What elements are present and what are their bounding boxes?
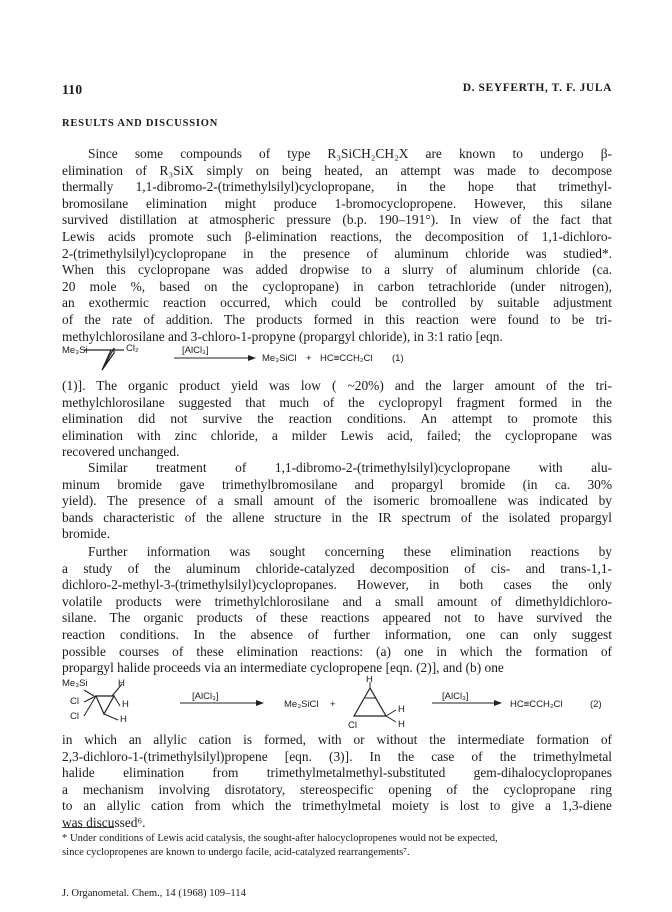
text-line: Further information was sought concerning these elimination reactions by — [88, 544, 612, 559]
eqn2-h-bottom: H — [120, 714, 127, 725]
text-line: of the rate of addition. The products formed in this reaction were found to be tri- — [62, 311, 612, 327]
paragraph-3 — [62, 460, 612, 543]
footnote-line: * Under conditions of Lewis acid catalysis, the sought-after halocyclopropenes would not be expected, — [62, 833, 498, 844]
eqn2-number: (2) — [590, 699, 602, 710]
paragraph-5 — [62, 732, 612, 832]
eqn2-plus: + — [330, 699, 336, 710]
paragraph-2 — [62, 378, 612, 461]
text-line: 2,3-dichloro-1-(trimethylsilyl)propene [eqn. (3)]. In the case of the trimethylmetal — [62, 748, 612, 764]
eqn2-h-top: H — [118, 678, 125, 689]
eqn2-reagent-2: [AlCl₃] — [442, 691, 469, 702]
text-line: thermally 1,1-dibromo-2-(trimethylsilyl)cyclopropane, in the hope that trimethyl- — [62, 179, 612, 195]
text-line: in which an allylic cation is formed, with or without the intermediate formation of — [62, 732, 612, 747]
text-line: bromide. — [62, 526, 110, 542]
text-line: to an allylic cation from which the trimethylmetal moiety is lost to give a 1,3-diene — [62, 798, 612, 814]
eqn2-h-right: H — [122, 699, 129, 710]
text-line: halide elimination from trimethylmetalmethyl-substituted gem-dihalocyclopropanes — [62, 765, 612, 781]
text-line: possible courses of these elimination reactions: (a) one in which the formation of — [62, 643, 612, 659]
text-line: 20 mole %, based on the cyclopropane) in carbon tetrachloride (under nitrogen), — [62, 278, 612, 294]
footnote-line: since cyclopropenes are known to undergo facile, acid-catalyzed rearrangements⁷. — [62, 847, 410, 858]
running-head: D. SEYFERTH, T. F. JULA — [462, 82, 612, 94]
text-line: a mechanism involving disrotatory, stereospecific opening of the cyclopropane ring — [62, 781, 612, 797]
text-line: Since some compounds of type R₃SiCH₂CH₂X are known to undergo β- — [88, 146, 612, 161]
text-line: Similar treatment of 1,1-dibromo-2-(trimethylsilyl)cyclopropane with alu- — [88, 460, 612, 475]
text-line: elimination did not survive the reaction conditions. An attempt to promote this — [62, 411, 612, 427]
eqn2-int-h-right: H — [398, 704, 405, 715]
equation-1 — [62, 342, 622, 378]
text-line: 2-(trimethylsilyl)cyclopropane in the presence of aluminum chloride was studied*. — [62, 245, 612, 261]
eqn2-reagent-1: [AlCl₃] — [192, 691, 219, 702]
text-line: survived distillation at atmospheric pressure (b.p. 190–191°). In view of the fact that — [62, 212, 612, 228]
text-line: volatile products were trimethylchlorosilane and a small amount of dimethyldichloro- — [62, 593, 612, 609]
eqn1-reactant-si: Me₃Si — [62, 345, 88, 356]
footnote-rule — [62, 827, 114, 828]
text-line: minum bromide gave trimethylbromosilane and propargyl bromide (in ca. 30% — [62, 476, 612, 492]
text-line: dichloro-2-methyl-3-(trimethylsilyl)cyclopropanes. However, in both cases the only — [62, 577, 612, 593]
text-line: methylchlorosilane suggested that much of the cyclopropyl fragment formed in the — [62, 394, 612, 410]
eqn2-me3si: Me₃Si — [62, 678, 88, 689]
text-line: Lewis acids promote such β-elimination reactions, the decomposition of 1,1-dichloro- — [62, 228, 612, 244]
text-line: elimination with zinc chloride, a milder Lewis acid, failed; the cyclopropane was — [62, 427, 612, 443]
text-line: methylchlorosilane and 3-chloro-1-propyne (propargyl chloride), in 3:1 ratio [eqn. — [62, 328, 503, 344]
eqn2-product: HC≡CCH₂Cl — [510, 699, 563, 710]
eqn2-me3sicl: Me₃SiCl — [284, 699, 319, 710]
journal-citation: J. Organometal. Chem., 14 (1968) 109–114 — [62, 888, 246, 899]
text-line: silane. The organic products of these reactions appeared not to have survived the — [62, 610, 612, 626]
eqn1-product-1: Me₃SiCl — [262, 353, 297, 364]
eqn2-int-h-bottom: H — [398, 719, 405, 728]
page-number: 110 — [62, 82, 83, 97]
text-line: bromosilane elimination might produce 1-bromocyclopropene. However, this silane — [62, 195, 612, 211]
text-line: a study of the aluminum chloride-catalyzed decomposition of cis- and trans-1,1- — [62, 560, 612, 576]
eqn2-int-cl: Cl — [348, 720, 357, 728]
text-line: recovered unchanged. — [62, 444, 180, 460]
text-line: yield). The presence of a small amount of the isomeric bromoallene was indicated by — [62, 493, 612, 509]
eqn2-cl-b: Cl — [70, 711, 79, 722]
text-line: reaction conditions. In the absence of further information, one can only suggest — [62, 626, 612, 642]
eqn1-product-2: HC≡CCH₂Cl — [320, 353, 373, 364]
footnote — [62, 832, 612, 860]
text-line: was discussed⁶. — [62, 814, 146, 830]
text-line: When this cyclopropane was added dropwise to a slurry of aluminum chloride (ca. — [62, 262, 612, 278]
paragraph-1 — [62, 146, 612, 345]
text-line: an exothermic reaction occurred, which could be controlled by suitable adjustment — [62, 295, 612, 311]
eqn1-plus: + — [306, 353, 312, 364]
section-title: RESULTS AND DISCUSSION — [62, 118, 219, 129]
eqn1-number: (1) — [392, 353, 404, 364]
text-line: bands characteristic of the allene structure in the IR spectrum of the isolated propargyl — [62, 509, 612, 525]
eqn1-reactant-cl: Cl₂ — [126, 343, 139, 354]
paragraph-4 — [62, 544, 612, 677]
eqn2-cl-a: Cl — [70, 696, 79, 707]
eqn1-reagent: [AlCl₃] — [182, 345, 209, 356]
text-line: elimination of R₃SiX simply on being heated, an attempt was made to decompose — [62, 162, 612, 178]
equation-2 — [62, 676, 622, 728]
eqn2-int-h-top: H — [366, 676, 373, 685]
text-line: propargyl halide proceeds via an intermediate cyclopropene [eqn. (2)], and (b) one — [62, 660, 504, 676]
text-line: (1)]. The organic product yield was low ( ~20%) and the larger amount of the tri- — [62, 378, 612, 393]
